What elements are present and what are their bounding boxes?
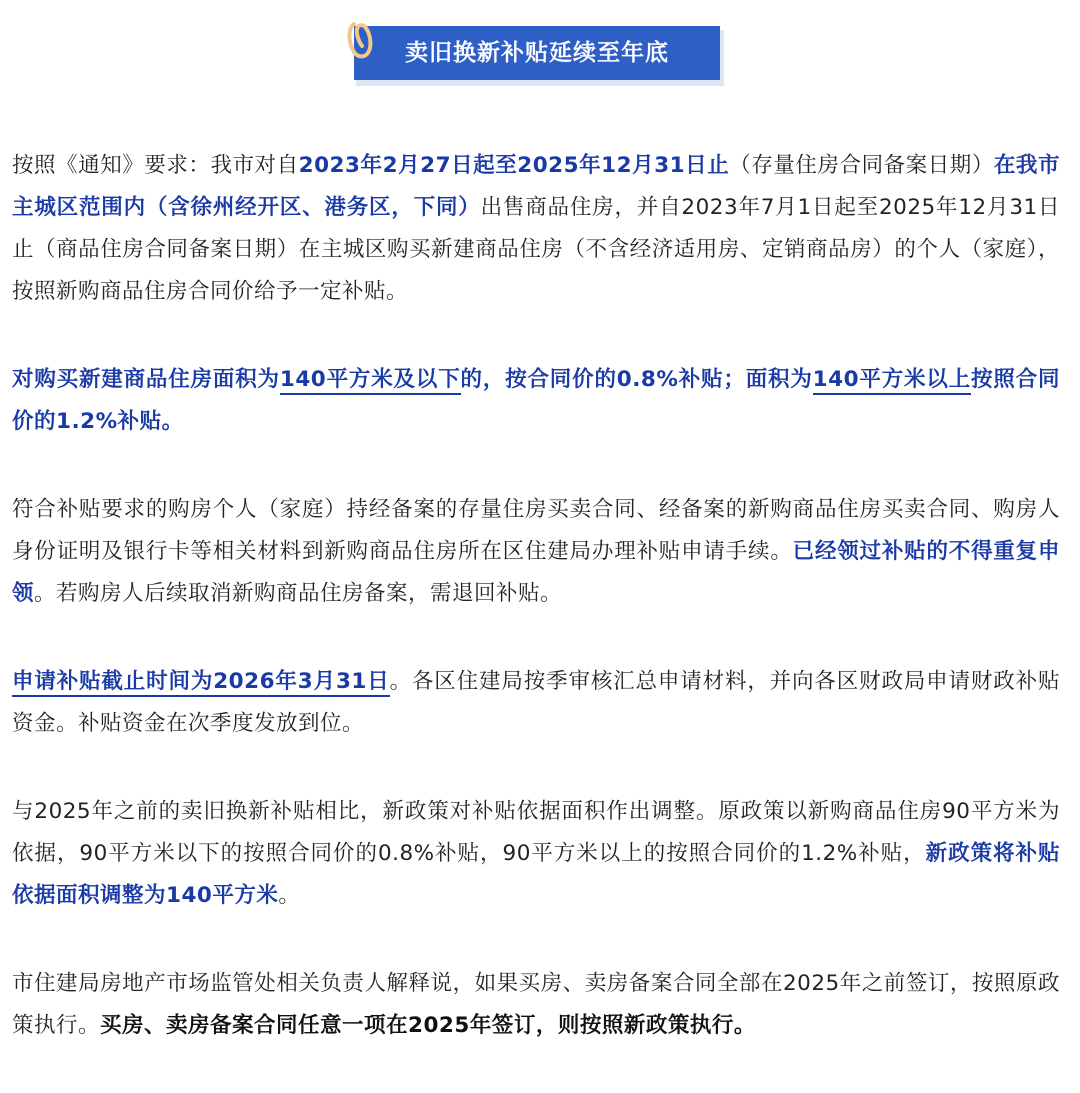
paragraph-comparison [12, 791, 1060, 917]
text-segment: 对购买新建商品住房面积为 [12, 367, 280, 392]
underlined-area-140-below: 140平方米及以下 [280, 367, 461, 395]
underlined-area-140-above: 140平方米以上 [813, 367, 971, 395]
underlined-deadline: 申请补贴截止时间为2026年3月31日 [12, 669, 390, 697]
text-segment: （存量住房合同备案日期） [729, 153, 994, 178]
paperclip-icon [344, 18, 378, 64]
article-body [12, 145, 1060, 1093]
text-segment: 出售商品住房，并自2023年7月1日起至2025年12月31日止（商品住房合同备案日期）在主城区购买新建商品住房（不含经济适用房、定销商品房）的个人（家庭），按照新购商品住房合同价给予一定补贴。 [12, 195, 1060, 304]
paragraph-notice [12, 145, 1060, 313]
text-segment: 市住建局房地产市场监管处相关负责人解释说，如果买房、卖房备案合同全部在2025年之前签订，按照原政策执行。 [12, 971, 1060, 1038]
text-segment: 与2025年之前的卖旧换新补贴相比，新政策对补贴依据面积作出调整。原政策以新购商品住房90平方米为依据，90平方米以下的按照合同价的0.8%补贴，90平方米以上的按照合同价的1.2%补贴， [12, 799, 1060, 866]
text-segment: 按照《通知》要求：我市对自 [12, 153, 299, 178]
text-segment: 的，按合同价的0.8%补贴；面积为 [460, 367, 813, 392]
paragraph-explanation [12, 963, 1060, 1047]
paragraph-application [12, 489, 1060, 615]
text-segment: 。若购房人后续取消新购商品住房备案，需退回补贴。 [34, 581, 563, 606]
highlight-date-range: 2023年2月27日起至2025年12月31日止 [298, 153, 730, 178]
text-segment: 。各区住建局按季审核汇总申请材料，并向各区财政局申请财政补贴资金。补贴资金在次季度发放到位。 [12, 669, 1060, 736]
highlight-scope: 在我市主城区范围内（含徐州经开区、港务区，下同） [12, 153, 1060, 220]
bold-new-policy-rule: 买房、卖房备案合同任意一项在2025年签订，则按照新政策执行。 [100, 1013, 756, 1038]
section-header [0, 18, 1080, 88]
highlight-no-repeat: 已经领过补贴的不得重复申领 [12, 539, 1060, 606]
paragraph-subsidy-rates [12, 359, 1060, 443]
text-segment: 符合补贴要求的购房个人（家庭）持经备案的存量住房买卖合同、经备案的新购商品住房买卖合同、购房人身份证明及银行卡等相关材料到新购商品住房所在区住建局办理补贴申请手续。 [12, 497, 1060, 564]
text-segment: 按照合同价的1.2%补贴。 [12, 367, 1060, 434]
text-segment: 。 [278, 883, 301, 908]
paragraph-deadline [12, 661, 1060, 745]
highlight-new-area: 新政策将补贴依据面积调整为140平方米 [12, 841, 1060, 908]
section-title: 卖旧换新补贴延续至年底 [354, 26, 720, 80]
